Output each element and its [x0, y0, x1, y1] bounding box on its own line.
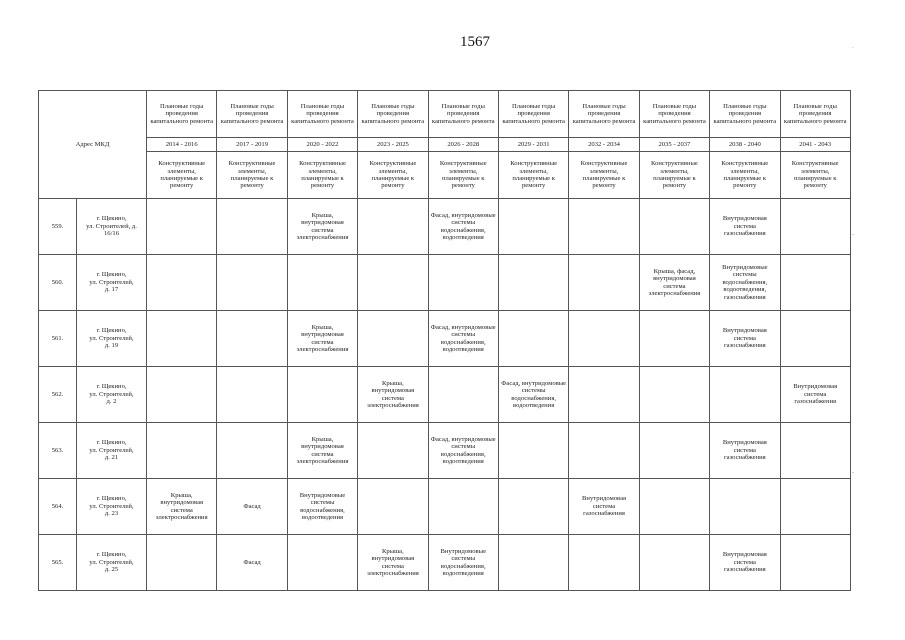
repair-cell: [780, 479, 850, 535]
repair-cell: [780, 311, 850, 367]
row-number: 560.: [39, 255, 77, 311]
address-line: г. Щекино,: [96, 383, 127, 391]
repair-cell: [217, 199, 287, 255]
period-header: Плановые годы проведения капитального ремонта: [217, 91, 287, 138]
table-row: [39, 423, 851, 479]
repair-cell: [780, 423, 850, 479]
repair-cell: Фасад, внутридомовые системы водоснабжения, водоотведения: [428, 423, 498, 479]
repair-cell: Внутридомовые системы водоснабжения, водоотведения, газоснабжения: [710, 255, 780, 311]
repair-cell: [217, 311, 287, 367]
period-years: 2023 - 2025: [358, 138, 428, 152]
repair-cell: [498, 535, 568, 591]
repair-cell: [147, 367, 217, 423]
row-number: 561.: [39, 311, 77, 367]
repair-cell: Фасад, внутридомовые системы водоснабжения, водоотведения: [428, 199, 498, 255]
address-line: г. Щекино,: [96, 551, 127, 559]
elements-header: Конструктивные элементы, планируемые к ремонту: [217, 152, 287, 199]
row-address: [77, 479, 147, 535]
repair-cell: [639, 423, 709, 479]
table-row: [39, 479, 851, 535]
elements-header: Конструктивные элементы, планируемые к ремонту: [147, 152, 217, 199]
period-years: 2014 - 2016: [147, 138, 217, 152]
repair-cell: [639, 367, 709, 423]
repair-cell: Крыша, внутридомовая система электроснабжения: [287, 423, 357, 479]
address-line: д. 21: [104, 454, 119, 462]
repair-cell: [287, 255, 357, 311]
address-line: д. 17: [104, 286, 119, 294]
address-line: ул. Строителей,: [89, 334, 134, 342]
repair-cell: [217, 367, 287, 423]
repair-cell: Крыша, внутридомовая система электроснабжения: [358, 535, 428, 591]
repair-cell: Фасад: [217, 535, 287, 591]
repair-cell: [428, 367, 498, 423]
repair-cell: Внутридомовая система газоснабжения: [569, 479, 639, 535]
address-line: д. 2: [106, 398, 117, 406]
repair-cell: [498, 479, 568, 535]
repair-cell: [780, 535, 850, 591]
repair-cell: [498, 311, 568, 367]
address-line: д. 23: [104, 510, 119, 518]
table-row: [39, 311, 851, 367]
scan-mark: .: [852, 44, 854, 50]
period-years: 2020 - 2022: [287, 138, 357, 152]
period-header: Плановые годы проведения капитального ремонта: [639, 91, 709, 138]
address-line: 16/16: [103, 230, 120, 238]
row-number: 565.: [39, 535, 77, 591]
period-years: 2026 - 2028: [428, 138, 498, 152]
repair-cell: Крыша, фасад, внутридомовая система электроснабжения: [639, 255, 709, 311]
address-header: Адрес МКД: [39, 91, 147, 199]
capital-repair-table: [38, 90, 851, 591]
repair-cell: [780, 255, 850, 311]
repair-cell: [358, 199, 428, 255]
repair-cell: [428, 479, 498, 535]
elements-header: Конструктивные элементы, планируемые к ремонту: [428, 152, 498, 199]
scan-mark: -: [852, 470, 854, 476]
repair-cell: [287, 535, 357, 591]
table-row: [39, 367, 851, 423]
repair-cell: Крыша, внутридомовая система электроснабжения: [287, 311, 357, 367]
row-address: [77, 311, 147, 367]
row-address: [77, 255, 147, 311]
address-line: ул. Строителей, д.: [86, 222, 137, 230]
page-number: 1567: [460, 34, 490, 50]
period-years: 2041 - 2043: [780, 138, 850, 152]
header-row-years: [39, 138, 851, 152]
repair-cell: Внутридомовая система газоснабжения: [780, 367, 850, 423]
repair-cell: [358, 255, 428, 311]
address-line: г. Щекино,: [96, 439, 127, 447]
period-header: Плановые годы проведения капитального ремонта: [287, 91, 357, 138]
repair-cell: Фасад, внутридомовые системы водоснабжения, водоотведения: [498, 367, 568, 423]
elements-header: Конструктивные элементы, планируемые к ремонту: [780, 152, 850, 199]
row-address: [77, 423, 147, 479]
repair-cell: [498, 199, 568, 255]
table-row: [39, 199, 851, 255]
repair-cell: [428, 255, 498, 311]
elements-header: Конструктивные элементы, планируемые к ремонту: [639, 152, 709, 199]
repair-cell: [569, 367, 639, 423]
period-header: Плановые годы проведения капитального ремонта: [147, 91, 217, 138]
period-years: 2017 - 2019: [217, 138, 287, 152]
repair-cell: [569, 423, 639, 479]
period-years: 2032 - 2034: [569, 138, 639, 152]
row-address: [77, 199, 147, 255]
repair-cell: [639, 535, 709, 591]
row-number: 562.: [39, 367, 77, 423]
address-line: ул. Строителей,: [89, 390, 134, 398]
period-header: Плановые годы проведения капитального ремонта: [710, 91, 780, 138]
address-line: г. Щекино,: [96, 495, 127, 503]
period-years: 2029 - 2031: [498, 138, 568, 152]
repair-cell: [569, 311, 639, 367]
period-years: 2038 - 2040: [710, 138, 780, 152]
repair-cell: Внутридомовые системы водоснабжения, водоотведения: [428, 535, 498, 591]
header-row-elements: [39, 152, 851, 199]
repair-cell: [710, 479, 780, 535]
repair-cell: [147, 255, 217, 311]
repair-cell: Фасад, внутридомовые системы водоснабжения, водоотведения: [428, 311, 498, 367]
repair-cell: [358, 423, 428, 479]
repair-cell: [147, 423, 217, 479]
address-line: ул. Строителей,: [89, 446, 134, 454]
table-row: [39, 255, 851, 311]
repair-cell: Внутридомовая система газоснабжения: [710, 535, 780, 591]
header-row-period: [39, 91, 851, 138]
period-header: Плановые годы проведения капитального ремонта: [498, 91, 568, 138]
address-line: д. 25: [104, 566, 119, 574]
repair-cell: [287, 367, 357, 423]
repair-cell: Фасад: [217, 479, 287, 535]
repair-cell: [147, 311, 217, 367]
period-header: Плановые годы проведения капитального ремонта: [780, 91, 850, 138]
elements-header: Конструктивные элементы, планируемые к ремонту: [287, 152, 357, 199]
repair-cell: [147, 199, 217, 255]
address-line: г. Щекино,: [96, 271, 127, 279]
repair-cell: [639, 479, 709, 535]
repair-cell: [569, 535, 639, 591]
address-line: ул. Строителей,: [89, 502, 134, 510]
period-header: Плановые годы проведения капитального ремонта: [358, 91, 428, 138]
repair-cell: Внутридомовая система газоснабжения: [710, 311, 780, 367]
repair-cell: Внутридомовая система газоснабжения: [710, 199, 780, 255]
table-row: [39, 535, 851, 591]
repair-cell: [217, 423, 287, 479]
row-address: [77, 535, 147, 591]
period-years: 2035 - 2037: [639, 138, 709, 152]
address-line: г. Щекино,: [96, 215, 127, 223]
repair-cell: [710, 367, 780, 423]
elements-header: Конструктивные элементы, планируемые к ремонту: [569, 152, 639, 199]
elements-header: Конструктивные элементы, планируемые к ремонту: [710, 152, 780, 199]
repair-cell: [217, 255, 287, 311]
address-line: ул. Строителей,: [89, 558, 134, 566]
repair-cell: [569, 199, 639, 255]
repair-cell: Крыша, внутридомовая система электроснабжения: [287, 199, 357, 255]
period-header: Плановые годы проведения капитального ремонта: [569, 91, 639, 138]
row-number: 563.: [39, 423, 77, 479]
repair-cell: Внутридомовая система газоснабжения: [710, 423, 780, 479]
repair-cell: [639, 199, 709, 255]
table-body: [39, 91, 851, 591]
repair-cell: [358, 479, 428, 535]
row-number: 564.: [39, 479, 77, 535]
row-number: 559.: [39, 199, 77, 255]
repair-cell: Внутридомовые системы водоснабжения, водоотведения: [287, 479, 357, 535]
repair-cell: [569, 255, 639, 311]
scan-mark: -: [852, 232, 854, 238]
repair-cell: [147, 535, 217, 591]
repair-cell: [498, 255, 568, 311]
repair-cell: [639, 311, 709, 367]
address-line: г. Щекино,: [96, 327, 127, 335]
row-address: [77, 367, 147, 423]
repair-cell: [498, 423, 568, 479]
repair-cell: [780, 199, 850, 255]
elements-header: Конструктивные элементы, планируемые к ремонту: [498, 152, 568, 199]
repair-cell: Крыша, внутридомовая система электроснабжения: [358, 367, 428, 423]
repair-cell: [358, 311, 428, 367]
elements-header: Конструктивные элементы, планируемые к ремонту: [358, 152, 428, 199]
address-line: д. 19: [104, 342, 119, 350]
address-line: ул. Строителей,: [89, 278, 134, 286]
period-header: Плановые годы проведения капитального ремонта: [428, 91, 498, 138]
repair-cell: Крыша, внутридомовая система электроснабжения: [147, 479, 217, 535]
